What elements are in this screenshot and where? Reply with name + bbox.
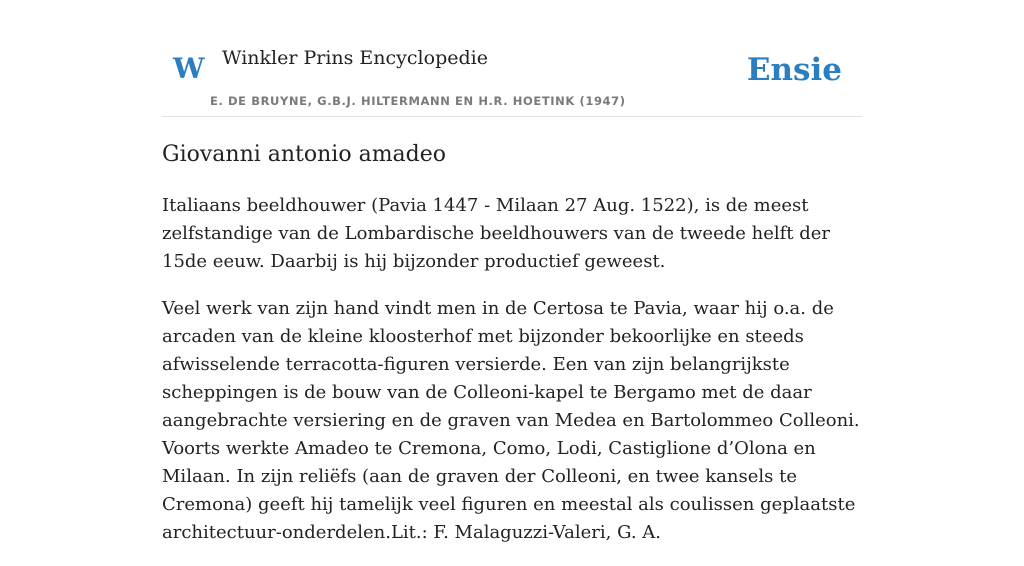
article-body <box>162 192 864 566</box>
publication-authors: E. DE BRUYNE, G.B.J. HILTERMANN EN H.R. HOETINK (1947) <box>210 94 626 108</box>
publication-title[interactable]: Winkler Prins Encyclopedie <box>222 47 488 69</box>
page-container <box>162 0 862 543</box>
publication-logo-icon[interactable]: W <box>173 52 205 85</box>
ensie-logo[interactable]: Ensie <box>746 52 842 88</box>
article-paragraph-1: Italiaans beeldhouwer (Pavia 1447 - Milaan 27 Aug. 1522), is de meest zelfstandige van de Lombardische beeldhouwers van de tweede helft der 15de eeuw. Daarbij is hij bijzonder productief geweest. <box>162 195 831 272</box>
article-title: Giovanni antonio amadeo <box>162 142 447 167</box>
publication-header <box>162 0 862 117</box>
article-paragraph-2: Veel werk van zijn hand vindt men in de Certosa te Pavia, waar hij o.a. de arcaden van de kleine kloosterhof met bijzonder bekoorlijke en steeds afwisselende terracotta-figuren versierde. Een van zijn belangrijkste scheppingen is de bouw van de Colleoni-kapel te Bergamo met de daar aangebrachte versiering en de graven van Medea en Bartolommeo Colleoni. Voorts werkte Amadeo te Cremona, Como, Lodi, Castiglione d’Olona en Milaan. In zijn reliëfs (aan de graven der Colleoni, en twee kansels te Cremona) geeft hij tamelijk veel figuren en meestal als coulissen geplaatste architectuur-onderdelen.Lit.: F. Malaguzzi-Valeri, G. A. <box>162 298 860 543</box>
